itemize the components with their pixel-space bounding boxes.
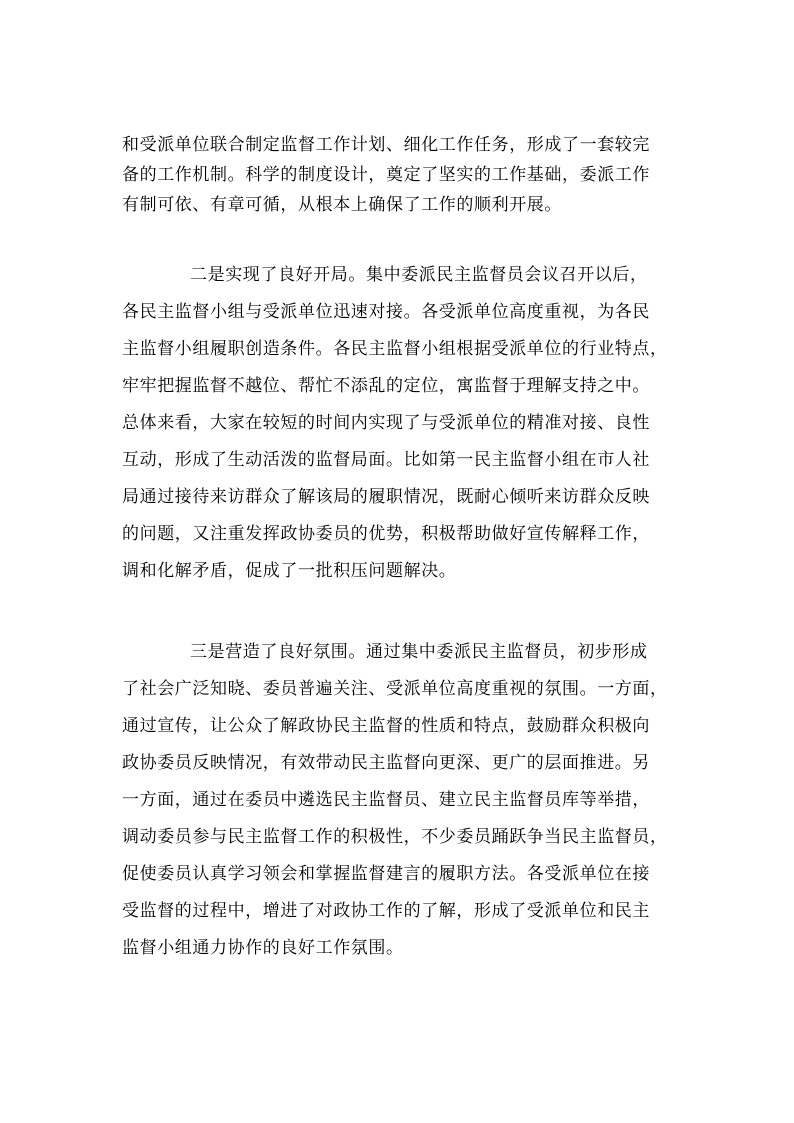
paragraph-3-line-3: 通过宣传，让公众了解政协民主监督的性质和特点，鼓励群众积极向 — [122, 716, 650, 736]
paragraph-2-line-8: 的问题，又注重发挥政协委员的优势，积极帮助做好宣传解释工作， — [122, 524, 650, 544]
paragraph-1-line-1: 和受派单位联合制定监督工作计划、细化工作任务，形成了一套较完 — [122, 135, 650, 155]
paragraph-2-line-5: 总体来看，大家在较短的时间内实现了与受派单位的精准对接、良性 — [122, 413, 650, 433]
paragraph-3-line-4: 政协委员反映情况，有效带动民主监督向更深、更广的层面推进。另 — [122, 753, 650, 773]
paragraph-2-line-1: 二是实现了良好开局。集中委派民主监督员会议召开以后， — [190, 265, 648, 285]
paragraph-2-line-7: 局通过接待来访群众了解该局的履职情况，既耐心倾听来访群众反映 — [122, 487, 650, 507]
paragraph-2-line-2: 各民主监督小组与受派单位迅速对接。各受派单位高度重视，为各民 — [122, 302, 650, 322]
paragraph-2-line-4: 牢牢把握监督不越位、帮忙不添乱的定位，寓监督于理解支持之中。 — [122, 376, 650, 396]
paragraph-1-line-3: 有制可依、有章可循，从根本上确保了工作的顺利开展。 — [122, 195, 562, 215]
paragraph-2-line-3: 主监督小组履职创造条件。各民主监督小组根据受派单位的行业特点， — [122, 339, 668, 359]
paragraph-2-line-6: 互动，形成了生动活泼的监督局面。比如第一民主监督小组在市人社 — [122, 450, 650, 470]
paragraph-3-line-2: 了社会广泛知晓、委员普遍关注、受派单位高度重视的氛围。一方面， — [122, 679, 668, 699]
paragraph-3-line-5: 一方面，通过在委员中遴选民主监督员、建立民主监督员库等举措， — [122, 790, 650, 810]
paragraph-2-line-9: 调和化解矛盾，促成了一批积压问题解决。 — [122, 561, 457, 581]
paragraph-1-line-2: 备的工作机制。科学的制度设计，奠定了坚实的工作基础，委派工作 — [122, 165, 650, 185]
paragraph-3-line-8: 受监督的过程中，增进了对政协工作的了解，形成了受派单位和民主 — [122, 901, 650, 921]
paragraph-3-line-7: 促使委员认真学习领会和掌握监督建言的履职方法。各受派单位在接 — [122, 864, 650, 884]
paragraph-3-line-6: 调动委员参与民主监督工作的积极性，不少委员踊跃争当民主监督员， — [122, 827, 668, 847]
paragraph-3-line-9: 监督小组通力协作的良好工作氛围。 — [122, 938, 404, 958]
paragraph-3-line-1: 三是营造了良好氛围。通过集中委派民主监督员，初步形成 — [190, 642, 648, 662]
